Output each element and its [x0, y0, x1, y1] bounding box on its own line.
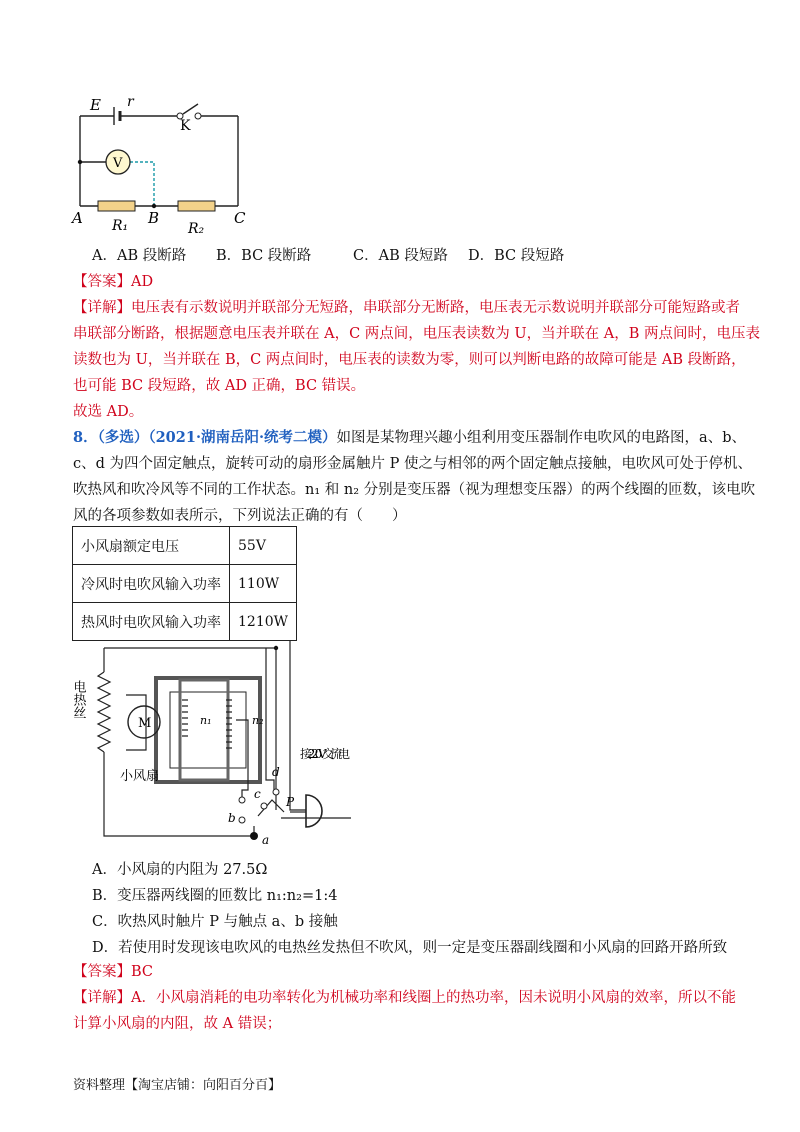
q7-detail-line-1	[73, 298, 740, 318]
q8-detail-text: A．小风扇消耗的电功率转化为机械功率和线圈上的热功率，因未说明小风扇的效率，所以不能	[131, 990, 736, 1006]
parameter-table	[72, 526, 297, 641]
table-row	[73, 527, 297, 565]
table-row	[73, 603, 297, 641]
fig2-motor-label: M	[138, 716, 152, 731]
q8-option-d: D．若使用时发现该电吹风的电热丝发热但不吹风，则一定是变压器副线圈和小风扇的回路开路所致	[92, 940, 728, 956]
q8-option-b: B．变压器两线圈的匝数比 n₁:n₂=1:4	[92, 888, 338, 904]
q8-stem-line-3: 吹热风和吹冷风等不同的工作状态。n₁ 和 n₂ 分别是变压器（视为理想变压器）的两个线圈的匝数，该电吹	[73, 482, 756, 498]
fig1-label-R1: R₁	[112, 218, 129, 234]
fig2-label-c: c	[254, 787, 261, 801]
q8-option-a: A．小风扇的内阻为 27.5Ω	[92, 862, 268, 878]
q8-answer-tag: 【答案】	[73, 964, 131, 980]
q7-option-c: C．AB 段短路	[353, 248, 448, 264]
circuit-diagram-1	[70, 90, 260, 240]
q7-answer-tag: 【答案】	[73, 274, 131, 290]
circuit-diagram-2	[70, 640, 356, 850]
q7-detail-line-2: 串联部分断路，根据题意电压表并联在 A，C 两点间，电压表读数为 U，当并联在 A，B 两点间时，电压表	[73, 326, 760, 342]
q7-option-d: D．BC 段短路	[468, 248, 565, 264]
fig1-label-C: C	[234, 209, 246, 227]
fig1-voltmeter-V: V	[113, 156, 123, 171]
q7-detail-line-3: 读数也为 U，当并联在 B，C 两点间时，电压表的读数为零，则可以判断电路的故障可能是 AB 段断路，	[73, 352, 746, 368]
fig1-label-A: A	[72, 209, 83, 227]
fig2-fan-label: 小风扇	[120, 769, 160, 784]
table-cell: 热风时电吹风输入功率	[73, 603, 230, 641]
q8-stem-line-4: 风的各项参数如表所示，下列说法正确的有（ ）	[73, 508, 407, 524]
fig2-label-a: a	[262, 833, 270, 847]
fig1-label-K: K	[180, 118, 191, 134]
q7-detail-text: 电压表有示数说明并联部分无短路，串联部分无断路，电压表无示数说明并联部分可能短路或者	[131, 300, 740, 316]
fig1-label-E: E	[90, 96, 101, 114]
table-cell: 1210W	[230, 603, 297, 641]
q8-answer	[73, 962, 153, 982]
fig2-label-P: P	[286, 795, 295, 809]
fig1-label-R2: R₂	[188, 221, 205, 237]
q8-answer-value: BC	[131, 964, 154, 980]
q7-detail-line-4: 也可能 BC 段短路，故 AD 正确，BC 错误。	[73, 378, 366, 394]
q8-number: 8．	[73, 429, 98, 446]
table-cell: 小风扇额定电压	[73, 527, 230, 565]
q8-stem-line-2: c、d 为四个固定触点，旋转可动的扇形金属触片 P 使之与相邻的两个固定触点接触，电吹风可处于停机、	[73, 456, 752, 472]
q7-answer	[73, 272, 153, 292]
page-footer: 资料整理【淘宝店铺：向阳百分百】	[73, 1078, 282, 1093]
fig2-heater-label: 电热丝	[70, 680, 86, 719]
table-row	[73, 565, 297, 603]
q7-answer-value: AD	[131, 274, 154, 290]
q7-conclusion: 故选 AD。	[73, 404, 144, 420]
q7-detail-tag: 【详解】	[73, 300, 131, 316]
q8-detail-line-2: 计算小风扇的内阻，故 A 错误；	[73, 1016, 282, 1032]
fig2-n2-label: n₂	[252, 714, 264, 727]
q8-option-c: C．吹热风时触片 P 与触点 a、b 接触	[92, 914, 338, 930]
table-cell: 110W	[230, 565, 297, 603]
q8-detail-line-1	[73, 988, 736, 1008]
fig1-label-r: r	[127, 94, 134, 110]
fig2-label-b: b	[228, 811, 236, 825]
fig2-label-d: d	[272, 765, 280, 779]
q8-stem-text: 如图是某物理兴趣小组利用变压器制作电吹风的电路图，a、b、	[336, 430, 746, 446]
fig1-label-B: B	[148, 209, 160, 227]
q8-stem-line-1	[73, 428, 746, 448]
table-cell: 冷风时电吹风输入功率	[73, 565, 230, 603]
q8-tag: （多选）（2021·湖南岳阳·统考二模）	[97, 429, 337, 446]
q7-option-a: A．AB 段断路	[92, 248, 187, 264]
fig2-n1-label: n₁	[200, 714, 212, 727]
fig2-supply-label: 接220V交流电	[300, 747, 350, 761]
table-cell: 55V	[230, 527, 297, 565]
q7-option-b: B．BC 段断路	[216, 248, 312, 264]
q8-detail-tag: 【详解】	[73, 990, 131, 1006]
